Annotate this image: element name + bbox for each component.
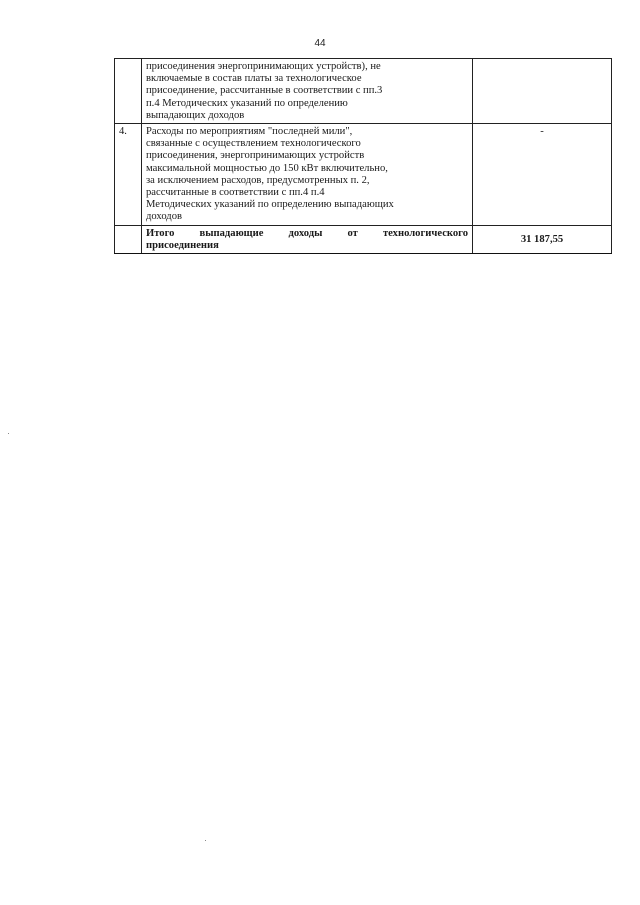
row-number-cell <box>115 59 142 124</box>
table-row-4 <box>115 124 612 226</box>
description-line: рассчитанные в соответствии с пп.4 п.4 <box>146 187 325 199</box>
total-label-cell <box>142 225 473 253</box>
table-row-continued <box>115 59 612 124</box>
row-number-cell: 4. <box>115 124 142 226</box>
description-line: присоединение, рассчитанные в соответствии с пп.3 <box>146 85 383 97</box>
description-line: связанные с осуществлением технологического <box>146 138 361 150</box>
total-label-line: Итого выпадающие доходы от технологического <box>146 227 468 239</box>
row-description-cell <box>142 59 473 124</box>
table-row-total <box>115 225 612 253</box>
row-value-cell <box>473 59 612 124</box>
scan-speck <box>205 840 206 841</box>
description-line: максимальной мощностью до 150 кВт включительно, <box>146 162 388 174</box>
total-label-line: присоединения <box>146 239 219 251</box>
description-line: включаемые в состав платы за технологическое <box>146 73 362 85</box>
row-value-cell: - <box>473 124 612 226</box>
income-table <box>114 58 612 254</box>
description-line: присоединения энергопринимающих устройств), не <box>146 61 381 72</box>
row-number-cell <box>115 225 142 253</box>
description-line: Методических указаний по определению выпадающих <box>146 199 394 211</box>
row-description-cell <box>142 124 473 226</box>
description-line: выпадающих доходов <box>146 109 245 121</box>
description-line: присоединения, энергопринимающих устройств <box>146 150 365 162</box>
description-line: доходов <box>146 211 182 223</box>
page-number: 44 <box>314 38 326 49</box>
scan-speck <box>8 433 9 434</box>
description-line: п.4 Методических указаний по определению <box>146 97 348 109</box>
description-line: Расходы по мероприятиям "последней мили", <box>146 126 353 138</box>
total-value-cell: 31 187,55 <box>473 225 612 253</box>
description-line: за исключением расходов, предусмотренных п. 2, <box>146 174 370 186</box>
